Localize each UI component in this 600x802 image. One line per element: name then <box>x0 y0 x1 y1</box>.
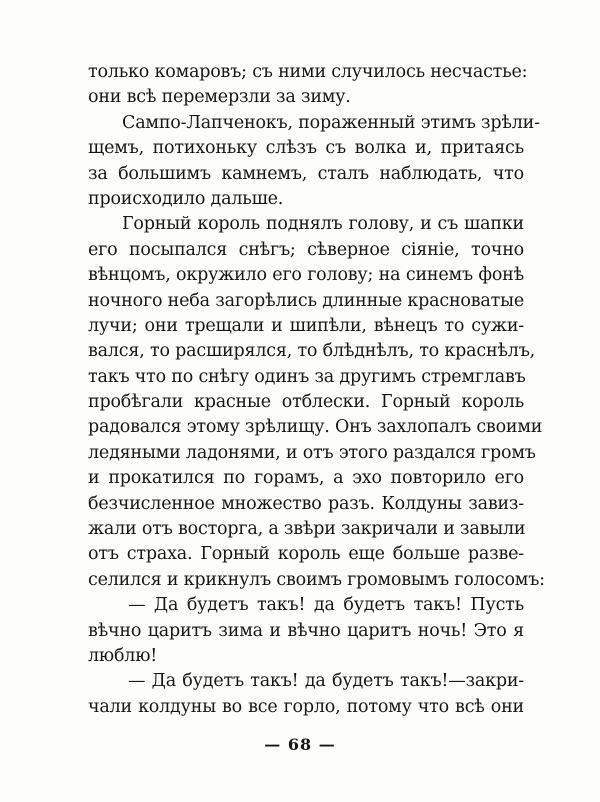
text-line: вѣчно царитъ зима и вѣчно царитъ ночь! Это я <box>88 620 524 641</box>
text-line: за большимъ камнемъ, сталъ наблюдать, что <box>88 163 524 184</box>
text-line: щемъ, потихоньку слѣзъ съ волка и, притаясь <box>88 138 524 159</box>
paragraph-start-line: Сампо-Лапченокъ, пораженный этимъ зрѣли- <box>122 112 540 133</box>
text-line: чали колдуны во все горло, потому что всѣ они <box>88 696 524 717</box>
paragraph-start-line: Горный король поднялъ голову, и съ шапки <box>122 214 524 235</box>
page-number: — 68 — <box>264 735 336 754</box>
text-line: такъ что по снѣгу одинъ за другимъ стремглавъ <box>88 366 526 387</box>
text-line: селился и крикнулъ своимъ громовымъ голосомъ: <box>88 569 545 590</box>
text-line: вѣнцомъ, окружило его голову; на синемъ фонѣ <box>88 265 524 286</box>
text-line: радовался этому зрѣлищу. Онъ захлопалъ своими <box>88 417 543 438</box>
text-line: вался, то расширялся, то блѣднѣлъ, то краснѣлъ, <box>88 341 535 362</box>
text-line: они всѣ перемерзли за зиму. <box>88 87 351 108</box>
text-line: происходило дальше. <box>88 188 284 209</box>
text-line: жали отъ восторга, а звѣри закричали и завыли <box>88 519 526 540</box>
text-line: только комаровъ; съ ними случилось несчастье: <box>88 62 528 82</box>
text-line: его посыпался снѣгъ; сѣверное сіяніе, точно <box>88 239 524 260</box>
text-line: отъ страха. Горный король еще больше разве- <box>88 544 524 565</box>
text-line: ночного неба загорѣлись длинные красноватые <box>88 290 524 311</box>
page-text <box>88 60 545 720</box>
dialogue-line: — Да будетъ такъ! да будетъ такъ! Пусть <box>128 595 524 616</box>
text-line: безчисленное множество разъ. Колдуны завиз- <box>88 493 524 514</box>
text-line: пробѣгали красные отблески. Горный король <box>88 392 524 413</box>
dialogue-line: — Да будетъ такъ! да будетъ такъ!—закри- <box>128 671 524 692</box>
text-line: ледяными ладонями, и отъ этого раздался громъ <box>88 442 536 463</box>
text-line: люблю! <box>88 645 158 666</box>
text-line: и прокатился по горамъ, а эхо повторило его <box>88 468 524 489</box>
text-line: лучи; они трещали и шипѣли, вѣнецъ то сужи- <box>88 315 524 336</box>
